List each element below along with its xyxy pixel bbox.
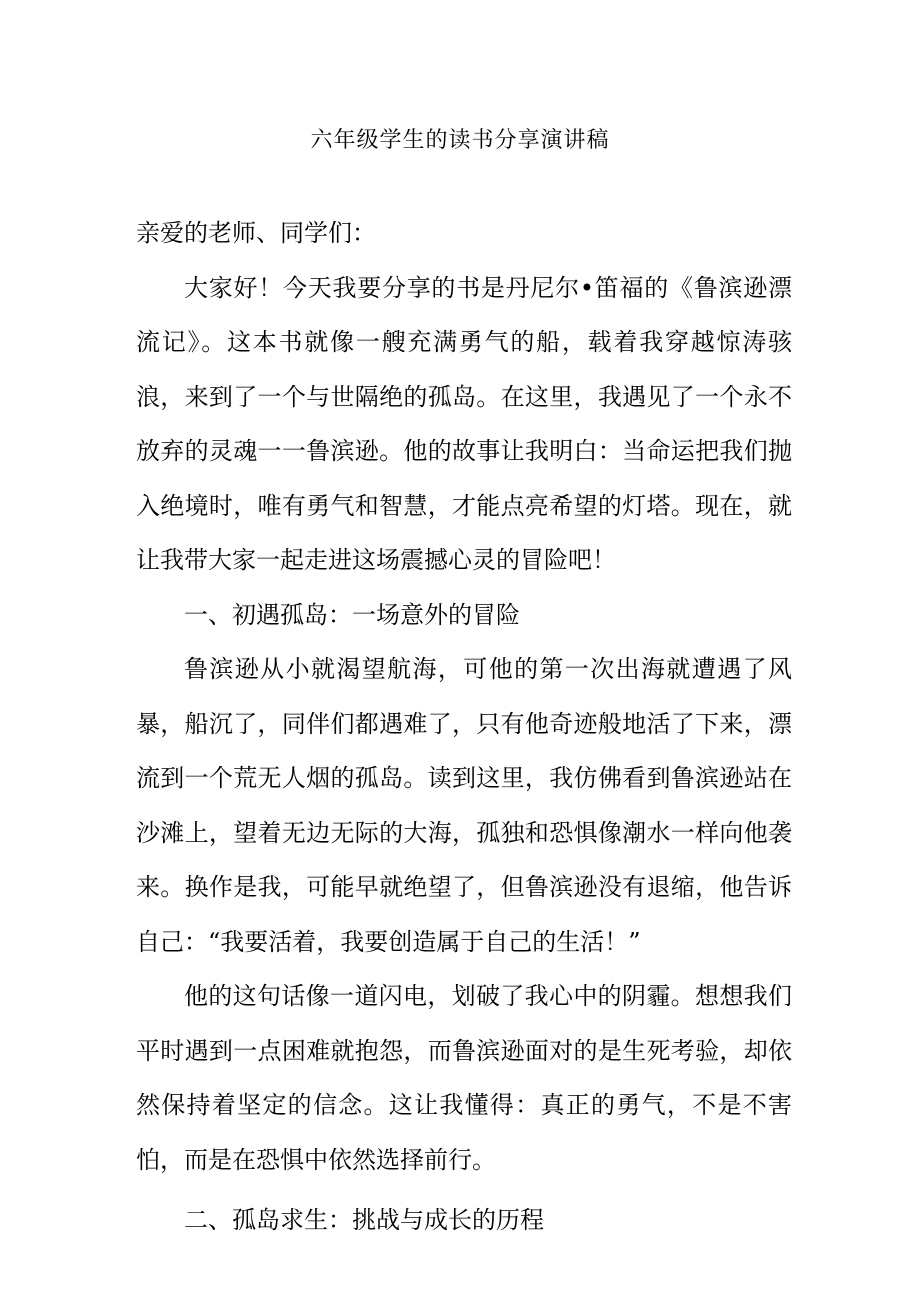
section-heading-2: 二、孤岛求生：挑战与成长的历程 <box>184 1206 544 1234</box>
document-body <box>136 206 792 1248</box>
document-title: 六年级学生的读书分享演讲稿 <box>310 128 610 153</box>
paragraph-reflection: 他的这句话像一道闪电，划破了我心中的阴霾。想想我们平时遇到一点困难就抱怨，而鲁滨逊面对的是生死考验，却依然保持着坚定的信念。这让我懂得：真正的勇气，不是不害怕，而是在恐惧中依然选择前行。 <box>136 982 792 1174</box>
salutation: 亲爱的老师、同学们： <box>136 219 376 247</box>
section-heading-1: 一、初遇孤岛：一场意外的冒险 <box>184 600 520 629</box>
paragraph-shipwreck: 鲁滨逊从小就渴望航海，可他的第一次出海就遭遇了风暴，船沉了，同伴们都遇难了，只有他奇迹般地活了下来，漂流到一个荒无人烟的孤岛。读到这里，我仿佛看到鲁滨逊站在沙滩上，望着无边无际的大海，孤独和恐惧像潮水一样向他袭来。换作是我，可能早就绝望了，但鲁滨逊没有退缩，他告诉自己：“我要活着，我要创造属于自己的生活！” <box>136 655 792 956</box>
paragraph-intro: 大家好！今天我要分享的书是丹尼尔•笛福的《鲁滨逊漂流记》。这本书就像一艘充满勇气的船，载着我穿越惊涛骇浪，来到了一个与世隔绝的孤岛。在这里，我遇见了一个永不放弃的灵魂一一鲁滨逊。他的故事让我明白：当命运把我们抛入绝境时，唯有勇气和智慧，才能点亮希望的灯塔。现在，就让我带大家一起走进这场震撼心灵的冒险吧！ <box>136 273 792 574</box>
